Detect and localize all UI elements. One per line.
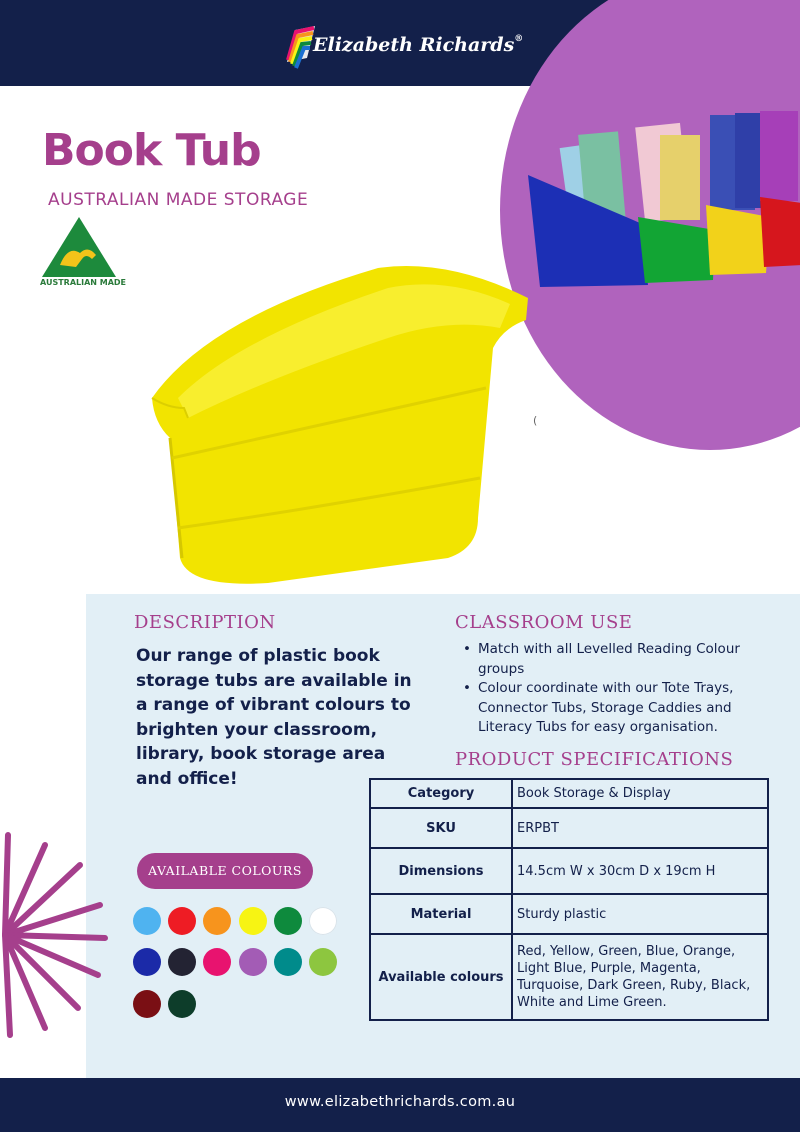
decorative-burst-icon: [0, 830, 110, 1040]
brand-logo[interactable]: [283, 22, 523, 72]
colour-swatch: [274, 948, 302, 976]
colour-swatch: [133, 948, 161, 976]
colour-swatch: [133, 990, 161, 1018]
list-item: • Colour coordinate with our Tote Trays, Connector Tubs, Storage Caddies and Literacy Tubs for easy organisation.: [455, 679, 775, 738]
colour-swatch: [168, 907, 196, 935]
colour-swatch: [239, 907, 267, 935]
description-heading: DESCRIPTION: [134, 612, 276, 633]
spec-value: 14.5cm W x 30cm D x 19cm H: [512, 848, 768, 894]
colour-swatch: [309, 907, 337, 935]
classroom-use-heading: CLASSROOM USE: [455, 612, 633, 633]
australian-made-label: AUSTRALIAN MADE: [40, 278, 127, 287]
table-row: [370, 779, 768, 808]
table-row: [370, 808, 768, 848]
colour-swatch: [168, 990, 196, 1018]
description-text: Our range of plastic book storage tubs are available in a range of vibrant colours to brighten your classroom, library, book storage area and office!: [136, 646, 412, 789]
spec-label: Material: [370, 894, 512, 934]
brand-name: Elizabeth Richards®: [313, 34, 524, 56]
spec-value: Red, Yellow, Green, Blue, Orange, Light Blue, Purple, Magenta, Turquoise, Dark Green, Ruby, Black, White and Lime Green.: [512, 934, 768, 1020]
spec-value: Book Storage & Display: [512, 779, 768, 808]
available-colours-badge: AVAILABLE COLOURS: [137, 853, 313, 889]
colour-swatch: [274, 907, 302, 935]
colour-swatch: [309, 948, 337, 976]
list-item: • Match with all Levelled Reading Colour groups: [455, 640, 775, 679]
spec-label: SKU: [370, 808, 512, 848]
spec-value: ERPBT: [512, 808, 768, 848]
spec-label: Dimensions: [370, 848, 512, 894]
table-row: [370, 934, 768, 1020]
specs-heading: PRODUCT SPECIFICATIONS: [455, 749, 734, 770]
book-bins-photo: [520, 105, 800, 305]
specs-table: [369, 778, 769, 1021]
table-row: [370, 848, 768, 894]
colour-swatch: [203, 948, 231, 976]
table-row: [370, 894, 768, 934]
spec-value: Sturdy plastic: [512, 894, 768, 934]
yellow-book-tub-image: [148, 258, 528, 588]
stray-mark: (: [533, 414, 538, 427]
spec-label: Category: [370, 779, 512, 808]
spec-label: Available colours: [370, 934, 512, 1020]
colour-swatch: [168, 948, 196, 976]
website-link[interactable]: www.elizabethrichards.com.au: [284, 1094, 516, 1110]
classroom-use-list: [455, 640, 775, 738]
colour-swatch: [239, 948, 267, 976]
page-title: Book Tub: [42, 125, 261, 176]
colour-swatch: [133, 907, 161, 935]
page-subtitle: AUSTRALIAN MADE STORAGE: [48, 190, 309, 210]
colour-swatch: [203, 907, 231, 935]
